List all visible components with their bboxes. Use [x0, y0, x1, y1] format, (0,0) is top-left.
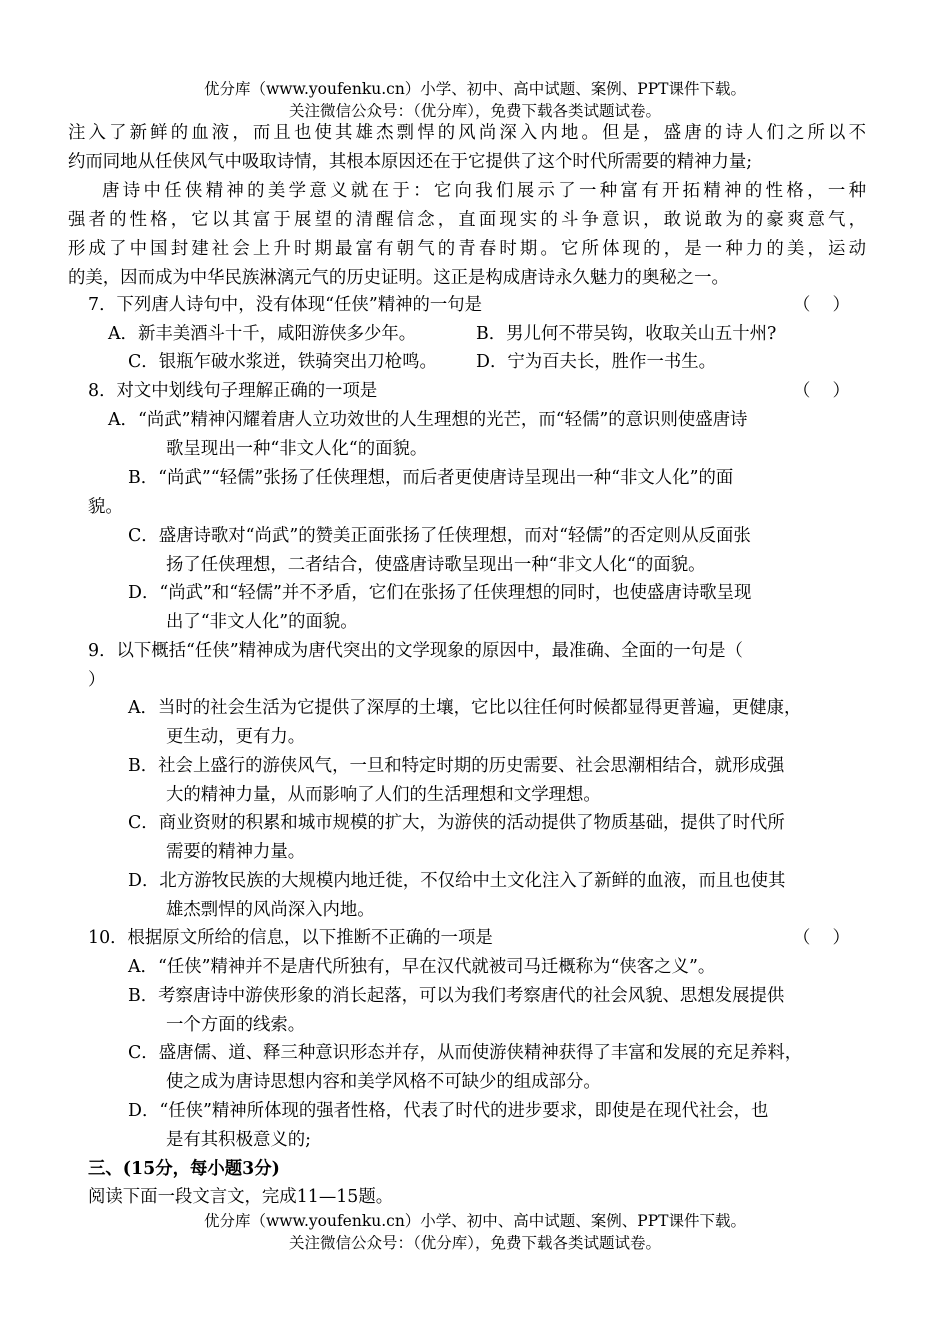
question-8-option-c-cont: 扬了任侠理想，二者结合，使盛唐诗歌呈现出一种“非文人化“的面貌。: [166, 555, 706, 575]
passage-line: 约而同地从任侠风气中吸取诗情，其根本原因还在于它提供了这个时代所需要的精神力量;: [68, 152, 753, 172]
question-10-option-d: D．“任侠”精神所体现的强者性格，代表了时代的进步要求，即使是在现代社会，也: [128, 1101, 769, 1121]
question-8-option-b-cont: 貌。: [88, 497, 123, 517]
answer-paren: （ ）: [793, 295, 850, 315]
question-9-stem-cont: ）: [88, 670, 106, 690]
question-8-option-d: D．“尚武”和“轻儒”并不矛盾，它们在张扬了任侠理想的同时，也使盛唐诗歌呈现: [128, 583, 752, 603]
question-9-option-a: A．当时的社会生活为它提供了深厚的土壤，它比以往任何时候都显得更普遍，更健康，: [128, 698, 802, 718]
section-3-intro: 阅读下面一段文言文，完成11—15题。: [88, 1187, 394, 1207]
question-10-option-b: B．考察唐诗中游侠形象的消长起落，可以为我们考察唐代的社会风貌、思想发展提供: [128, 986, 785, 1006]
page-footer-line-2: 关注微信公众号：（优分库），免费下载各类试题试卷。: [288, 1234, 661, 1252]
question-9-option-b: B．社会上盛行的游侠风气，一旦和特定时期的历史需要、社会思潮相结合，就形成强: [128, 756, 785, 776]
question-8-option-a: A．“尚武”精神闪耀着唐人立功效世的人生理想的光芒，而“轻儒”的意识则使盛唐诗: [108, 410, 748, 430]
question-8-option-d-cont: 出了“非文人化”的面貌。: [166, 612, 358, 632]
question-7-option-c: C．银瓶乍破水浆迸，铁骑突出刀枪鸣。: [128, 352, 437, 372]
passage-line: 的美，因而成为中华民族淋漓元气的历史证明。这正是构成唐诗永久魅力的奥秘之一。: [68, 268, 729, 288]
page-header-line-2: 关注微信公众号：（优分库），免费下载各类试题试卷。: [288, 102, 661, 120]
question-9-option-c-cont: 需要的精神力量。: [166, 842, 306, 862]
question-10-option-c-cont: 使之成为唐诗思想内容和美学风格不可缺少的组成部分。: [166, 1072, 601, 1092]
answer-paren: （ ）: [793, 381, 850, 401]
question-10-option-a: A．“任侠”精神并不是唐代所独有，早在汉代就被司马迁概称为“侠客之义”。: [128, 957, 716, 977]
question-10-option-d-cont: 是有其积极意义的;: [166, 1130, 311, 1150]
question-9-option-a-cont: 更生动，更有力。: [166, 727, 306, 747]
question-10-stem: 10．根据原文所给的信息，以下推断不正确的一项是: [88, 928, 493, 948]
question-8-stem: 8．对文中划线句子理解正确的一项是: [88, 381, 378, 401]
question-8-option-c: C．盛唐诗歌对“尚武”的赞美正面张扬了任侠理想，而对“轻儒”的否定则从反面张: [128, 526, 751, 546]
passage-line: 唐诗中任侠精神的美学意义就在于：它向我们展示了一种富有开拓精神的性格，一种: [102, 181, 866, 201]
question-7-option-d: D．宁为百夫长，胜作一书生。: [476, 352, 717, 372]
passage-paragraph-1: [68, 119, 866, 177]
passage-line: 注入了新鲜的血液，而且也使其雄杰剽悍的风尚深入内地。但是，盛唐的诗人们之所以不: [68, 123, 866, 143]
question-7-stem: 7．下列唐人诗句中，没有体现“任侠”精神的一句是: [88, 295, 483, 315]
section-3-title: 三、(15分，每小题3分): [88, 1159, 280, 1179]
question-7-option-a: A．新丰美酒斗十千，咸阳游侠多少年。: [108, 324, 417, 344]
question-9-option-b-cont: 大的精神力量，从而影响了人们的生活理想和文学理想。: [166, 785, 601, 805]
question-9-option-d: D．北方游牧民族的大规模内地迁徙，不仅给中土文化注入了新鲜的血液，而且也使其: [128, 871, 786, 891]
page-footer-line-1: 优分库（www.youfenku.cn）小学、初中、高中试题、案例、PPT课件下载。: [203, 1212, 747, 1230]
passage-line: 形成了中国封建社会上升时期最富有朝气的青春时期。它所体现的，是一种力的美，运动: [68, 239, 866, 259]
question-8-option-a-cont: 歌呈现出一种“非文人化“的面貌。: [166, 439, 428, 459]
page-header-line-1: 优分库（www.youfenku.cn）小学、初中、高中试题、案例、PPT课件下载。: [203, 80, 747, 98]
passage-line: 强者的性格，它以其富于展望的清醒信念，直面现实的斗争意识，敢说敢为的豪爽意气，: [68, 210, 866, 230]
question-9-option-c: C．商业资财的积累和城市规模的扩大，为游侠的活动提供了物质基础，提供了时代所: [128, 813, 785, 833]
question-10-option-c: C．盛唐儒、道、释三种意识形态并存，从而使游侠精神获得了丰富和发展的充足养料，: [128, 1043, 803, 1063]
question-8-option-b: B．“尚武”“轻儒”张扬了任侠理想，而后者更使唐诗呈现出一种“非文人化”的面: [128, 468, 734, 488]
question-9-stem: 9．以下概括“任侠”精神成为唐代突出的文学现象的原因中，最准确、全面的一句是（: [88, 641, 743, 661]
question-7-option-b: B．男儿何不带吴钩，收取关山五十州?: [476, 324, 777, 344]
question-10-option-b-cont: 一个方面的线索。: [166, 1015, 306, 1035]
question-9-option-d-cont: 雄杰剽悍的风尚深入内地。: [166, 900, 375, 920]
passage-paragraph-2: [68, 177, 866, 293]
answer-paren: （ ）: [793, 928, 850, 948]
